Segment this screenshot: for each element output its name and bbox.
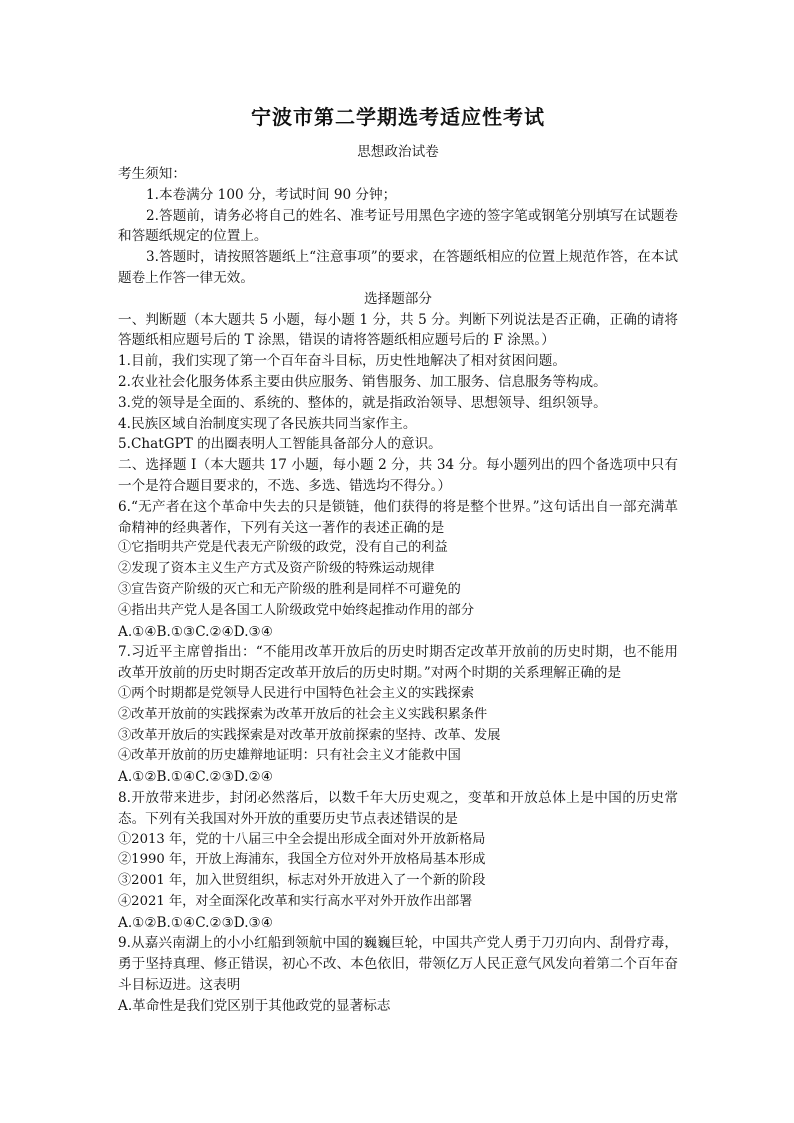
question-option: ③改革开放后的实践探索是对改革开放前探索的坚持、改革、发展 bbox=[118, 727, 501, 743]
question-option: ①两个时期都是党领导人民进行中国特色社会主义的实践探索 bbox=[118, 685, 475, 701]
question-option: ④改革开放前的历史雄辩地证明：只有社会主义才能救中国 bbox=[118, 748, 461, 764]
question-option: ③宣告资产阶级的灭亡和无产阶级的胜利是同样不可避免的 bbox=[118, 581, 461, 597]
question-option: ②发现了资本主义生产方式及资产阶级的特殊运动规律 bbox=[118, 561, 435, 577]
judgment-question: 5.ChatGPT 的出圈表明人工智能具备部分人的意识。 bbox=[118, 436, 442, 453]
part-one-heading: 一、判断题（本大题共 5 小题，每小题 1 分，共 5 分。判断下列说法是否正确，正确的请将答题纸相应题号后的 T 涂黑，错误的请将答题纸相应题号后的 F 涂黑。） bbox=[118, 311, 678, 349]
question-option: ④2021 年，对全面深化改革和实行高水平对外开放作出部署 bbox=[118, 893, 473, 909]
notice-item: 3.答题时，请按照答题纸上“注意事项”的要求，在答题纸相应的位置上规范作答，在本试题卷上作答一律无效。 bbox=[118, 249, 678, 286]
notice-item: 1.本卷满分 100 分，考试时间 90 分钟； bbox=[146, 186, 397, 203]
part-two-heading: 二、选择题 I（本大题共 17 小题，每小题 2 分，共 34 分。每小题列出的四个备选项中只有一个是符合题目要求的，不选、多选、错选均不得分。） bbox=[118, 457, 678, 494]
question-stem: 6.“无产者在这个革命中失去的只是锁链，他们获得的将是整个世界。”这句话出自一部充满革命精神的经典著作，下列有关这一著作的表述正确的是 bbox=[118, 498, 678, 536]
judgment-question: 1.目前，我们实现了第一个百年奋斗目标，历史性地解决了相对贫困问题。 bbox=[118, 353, 566, 370]
question-7 bbox=[118, 642, 678, 788]
page-subtitle: 思想政治试卷 bbox=[357, 144, 439, 160]
question-stem: 7.习近平主席曾指出：“不能用改革开放后的历史时期否定改革开放前的历史时期，也不能用改革开放前的历史时期否定改革开放后的历史时期。”对两个时期的关系理解正确的是 bbox=[118, 644, 678, 682]
question-option: A.革命性是我们党区别于其他政党的显著标志 bbox=[118, 997, 391, 1014]
section-title: 选择题部分 bbox=[364, 290, 432, 307]
judgment-question: 2.农业社会化服务体系主要由供应服务、销售服务、加工服务、信息服务等构成。 bbox=[118, 373, 607, 390]
question-option: ①2013 年，党的十八届三中全会提出形成全面对外开放新格局 bbox=[118, 831, 486, 847]
question-8 bbox=[118, 788, 678, 934]
question-stem: 9.从嘉兴南湖上的小小红船到领航中国的巍巍巨轮，中国共产党人勇于刀刃向内、刮骨疗毒，勇于坚持真理、修正错误，初心不改、本色依旧，带领亿万人民正意气风发向着第二个百年奋斗目标迈进。这表明 bbox=[118, 935, 678, 994]
question-option: ②1990 年，开放上海浦东，我国全方位对外开放格局基本形成 bbox=[118, 852, 486, 868]
part-two bbox=[118, 455, 678, 1017]
question-option: ①它指明共产党是代表无产阶级的政党，没有自己的利益 bbox=[118, 540, 448, 556]
question-option: ②改革开放前的实践探索为改革开放后的社会主义实践积累条件 bbox=[118, 706, 488, 722]
notice-heading: 考生须知： bbox=[118, 166, 186, 182]
question-option: ③2001 年，加入世贸组织，标志对外开放进入了一个新的阶段 bbox=[118, 873, 486, 889]
question-9 bbox=[118, 933, 678, 1016]
page-content bbox=[118, 100, 678, 1017]
answer-choices: A.①②B.①④C.②③D.②④ bbox=[118, 769, 273, 786]
question-option: ④指出共产党人是各国工人阶级政党中始终起推动作用的部分 bbox=[118, 602, 475, 618]
answer-choices: A.①②B.①④C.②③D.③④ bbox=[118, 914, 273, 931]
answer-choices: A.①④B.①③C.②④D.③④ bbox=[118, 623, 273, 640]
notice-item: 2.答题前，请务必将自己的姓名、准考证号用黑色字迹的签字笔或钢笔分别填写在试题卷和答题纸规定的位置上。 bbox=[118, 207, 678, 245]
notice-block bbox=[118, 164, 678, 289]
part-one bbox=[118, 310, 678, 456]
question-stem: 8.开放带来进步，封闭必然落后，以数千年大历史观之，变革和开放总体上是中国的历史常态。下列有关我国对外开放的重要历史节点表述错误的是 bbox=[118, 789, 678, 827]
judgment-question: 4.民族区域自治制度实现了各民族共同当家作主。 bbox=[118, 415, 417, 432]
judgment-question: 3.党的领导是全面的、系统的、整体的，就是指政治领导、思想领导、组织领导。 bbox=[118, 394, 607, 411]
question-6 bbox=[118, 497, 678, 643]
page-title: 宁波市第二学期选考适应性考试 bbox=[251, 105, 545, 129]
